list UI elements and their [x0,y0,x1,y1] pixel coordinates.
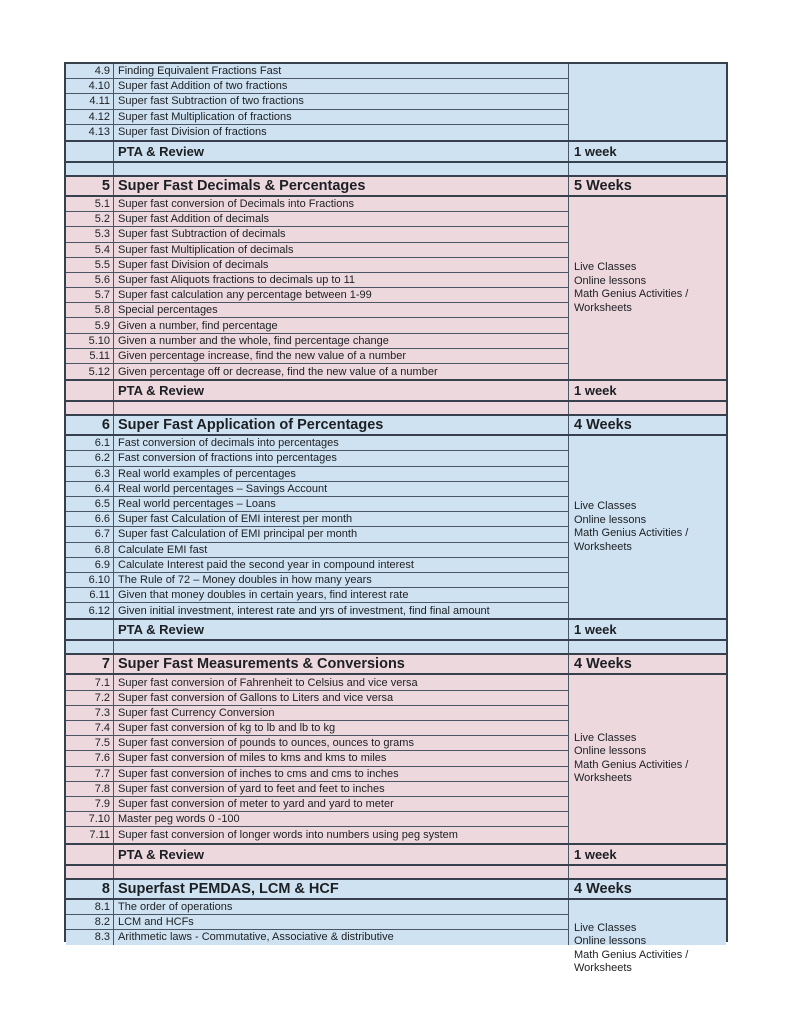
lesson-number: 5.4 [66,243,114,257]
lesson-row [66,125,568,140]
resources-text [569,922,726,976]
lesson-number: 5.10 [66,334,114,348]
lesson-title: Super fast calculation any percentage between 1-99 [118,289,372,302]
lesson-row [66,543,568,558]
lesson-number: 6.8 [66,543,114,557]
lesson-number: 5.7 [66,288,114,302]
section-header-row [66,880,726,900]
lesson-number: 6.3 [66,467,114,481]
spacer-cell [66,641,114,653]
lesson-row [66,721,568,736]
lesson-title: Super fast conversion of inches to cms and cms to inches [118,767,399,780]
lesson-title: Calculate Interest paid the second year in compound interest [118,558,414,571]
lesson-number: 4.13 [66,125,114,140]
lesson-rows-column [66,436,568,618]
lesson-number: 8.2 [66,915,114,929]
lesson-rows-column [66,64,568,140]
lesson-number: 5.12 [66,364,114,379]
lesson-title: Real world percentages – Savings Account [118,482,328,495]
lesson-title: Calculate EMI fast [118,543,208,556]
section-title: Super Fast Decimals & Percentages [118,177,366,194]
spacer-cell [568,641,726,653]
lesson-title: The order of operations [118,900,233,913]
lesson-row [66,258,568,273]
lesson-number: 6.10 [66,573,114,587]
lesson-rows-column [66,197,568,379]
lesson-row [66,675,568,690]
pta-review-row [66,618,726,641]
spacer-cell [568,163,726,175]
lesson-title: Super fast Division of decimals [118,258,269,271]
lesson-title: Super fast conversion of miles to kms and kms to miles [118,752,387,765]
lesson-title: Real world examples of percentages [118,467,296,480]
lesson-title: Given percentage off or decrease, find the new value of a number [118,365,438,378]
lesson-row [66,691,568,706]
lesson-title: Super fast Addition of decimals [118,213,270,226]
pta-duration: 1 week [568,142,726,161]
lesson-title: Arithmetic laws - Commutative, Associative & distributive [118,931,394,944]
lesson-number: 7.2 [66,691,114,705]
lesson-title: Fast conversion of fractions into percentages [118,452,337,465]
pta-number-cell [66,142,114,161]
lesson-number: 5.2 [66,212,114,226]
pta-label: PTA & Review [118,622,204,638]
lesson-title: Given a number and the whole, find percentage change [118,334,389,347]
section-title: Superfast PEMDAS, LCM & HCF [118,880,339,897]
resources-line: Online lessons [574,274,647,287]
section-header-row [66,177,726,197]
pta-review-row [66,843,726,866]
lesson-number: 7.8 [66,782,114,796]
lesson-number: 7.7 [66,767,114,781]
section-spacer-row [66,641,726,655]
section-duration: 4 Weeks [568,655,726,673]
lesson-number: 7.1 [66,675,114,689]
section-spacer-row [66,163,726,177]
lesson-row [66,497,568,512]
lesson-title: Super fast conversion of Decimals into Fractions [118,198,354,211]
lesson-number: 6.11 [66,588,114,602]
lesson-number: 8.3 [66,930,114,945]
lesson-row [66,273,568,288]
spacer-cell [114,402,568,414]
resources-line: Live Classes [574,921,637,934]
resources-cell [568,900,726,974]
pta-review-row [66,140,726,163]
lesson-row [66,900,568,915]
lesson-row [66,930,568,945]
lesson-number: 4.9 [66,64,114,78]
lesson-number: 5.3 [66,227,114,241]
section-duration: 4 Weeks [568,880,726,898]
lesson-row [66,812,568,827]
resources-text [569,261,726,315]
lesson-title: Super fast conversion of pounds to ounces, ounces to grams [118,737,414,750]
lesson-row [66,588,568,603]
lesson-title: Fast conversion of decimals into percentages [118,437,339,450]
lesson-title: Super fast Subtraction of two fractions [118,95,304,108]
resources-cell [568,675,726,842]
section-items-block [66,197,726,379]
lesson-title: Real world percentages – Loans [118,498,276,511]
lesson-row [66,482,568,497]
lesson-row [66,334,568,349]
lesson-row [66,451,568,466]
pta-number-cell [66,620,114,639]
section-duration: 5 Weeks [568,177,726,195]
section-items-block [66,900,726,974]
lesson-row [66,288,568,303]
lesson-number: 7.10 [66,812,114,826]
lesson-number: 6.5 [66,497,114,511]
section-number: 6 [66,416,114,434]
lesson-row [66,64,568,79]
lesson-number: 5.5 [66,258,114,272]
lesson-number: 7.6 [66,751,114,765]
lesson-row [66,573,568,588]
lesson-row [66,467,568,482]
pta-number-cell [66,381,114,400]
spacer-cell [114,866,568,878]
section-items-block [66,675,726,842]
lesson-number: 4.10 [66,79,114,93]
lesson-row [66,603,568,618]
section-header-row [66,655,726,675]
lesson-title: Given a number, find percentage [118,319,278,332]
pta-label: PTA & Review [118,383,204,399]
curriculum-section [66,64,726,177]
lesson-title: Super fast Addition of two fractions [118,80,288,93]
resources-line: Math Genius Activities / Worksheets [574,948,689,974]
spacer-cell [568,866,726,878]
section-header-row [66,416,726,436]
resources-line: Live Classes [574,500,637,513]
spacer-cell [66,402,114,414]
pta-label: PTA & Review [118,846,204,862]
pta-duration: 1 week [568,845,726,864]
lesson-row [66,79,568,94]
lesson-number: 7.11 [66,827,114,842]
section-items-block [66,436,726,618]
lesson-number: 6.12 [66,603,114,618]
section-items-block [66,64,726,140]
lesson-number: 6.1 [66,436,114,450]
spacer-cell [114,641,568,653]
lesson-title: Finding Equivalent Fractions Fast [118,65,282,78]
lesson-row [66,243,568,258]
spacer-cell [568,402,726,414]
lesson-title: LCM and HCFs [118,915,194,928]
pta-number-cell [66,845,114,864]
lesson-number: 7.4 [66,721,114,735]
lesson-row [66,767,568,782]
section-number: 7 [66,655,114,673]
lesson-row [66,706,568,721]
lesson-row [66,212,568,227]
lesson-title: Super fast Division of fractions [118,126,267,139]
lesson-number: 4.12 [66,110,114,124]
lesson-title: Super fast conversion of longer words into numbers using peg system [118,828,458,841]
lesson-title: Given that money doubles in certain years, find interest rate [118,589,409,602]
lesson-title: Special percentages [118,304,218,317]
lesson-title: Super fast conversion of yard to feet and feet to inches [118,782,385,795]
lesson-number: 5.9 [66,318,114,332]
lesson-number: 7.5 [66,736,114,750]
pta-label: PTA & Review [118,143,204,159]
lesson-title: Master peg words 0 -100 [118,813,240,826]
lesson-title: Super fast Calculation of EMI interest per month [118,513,353,526]
curriculum-section [66,416,726,655]
section-duration: 4 Weeks [568,416,726,434]
lesson-row [66,110,568,125]
lesson-title: Given percentage increase, find the new value of a number [118,349,407,362]
lesson-title: Super fast Aliquots fractions to decimals up to 11 [118,273,356,286]
lesson-number: 6.7 [66,527,114,541]
resources-cell [568,436,726,618]
resources-text [569,500,726,554]
lesson-row [66,527,568,542]
lesson-number: 6.4 [66,482,114,496]
curriculum-table [64,62,728,974]
lesson-row [66,349,568,364]
lesson-title: Given initial investment, interest rate and yrs of investment, find final amount [118,604,490,617]
lesson-number: 5.11 [66,349,114,363]
lesson-title: The Rule of 72 – Money doubles in how many years [118,573,372,586]
lesson-number: 6.9 [66,558,114,572]
lesson-row [66,736,568,751]
lesson-title: Super fast conversion of Gallons to Liters and vice versa [118,691,394,704]
curriculum-section [66,880,726,974]
section-title: Super Fast Measurements & Conversions [118,656,405,673]
section-spacer-row [66,402,726,416]
resources-cell [568,197,726,379]
lesson-rows-column [66,900,568,946]
lesson-rows-column [66,675,568,842]
resources-line: Online lessons [574,513,647,526]
lesson-number: 8.1 [66,900,114,914]
resources-line: Online lessons [574,745,647,758]
resources-line: Live Classes [574,261,637,274]
lesson-row [66,915,568,930]
resources-line: Math Genius Activities / Worksheets [574,758,689,785]
pta-duration: 1 week [568,381,726,400]
section-number: 5 [66,177,114,195]
spacer-cell [66,163,114,175]
lesson-row [66,197,568,212]
lesson-row [66,827,568,842]
lesson-number: 7.9 [66,797,114,811]
lesson-title: Super fast Calculation of EMI principal per month [118,528,358,541]
resources-text [569,732,726,786]
lesson-title: Super fast conversion of Fahrenheit to Celsius and vice versa [118,676,418,689]
lesson-row [66,94,568,109]
resources-line: Math Genius Activities / Worksheets [574,288,689,314]
lesson-row [66,436,568,451]
lesson-title: Super fast Multiplication of decimals [118,243,294,256]
lesson-row [66,782,568,797]
pta-review-row [66,379,726,402]
lesson-number: 6.2 [66,451,114,465]
section-number: 8 [66,880,114,898]
lesson-title: Super fast conversion of meter to yard and yard to meter [118,798,394,811]
pta-duration: 1 week [568,620,726,639]
curriculum-section [66,177,726,416]
lesson-title: Super fast Currency Conversion [118,706,275,719]
resources-line: Live Classes [574,731,637,744]
lesson-row [66,512,568,527]
lesson-row [66,558,568,573]
lesson-row [66,751,568,766]
spacer-cell [114,163,568,175]
lesson-row [66,303,568,318]
lesson-number: 5.8 [66,303,114,317]
resources-cell [568,64,726,140]
resources-line: Online lessons [574,935,647,947]
lesson-title: Super fast Subtraction of decimals [118,228,286,241]
lesson-row [66,797,568,812]
lesson-number: 5.1 [66,197,114,211]
resources-line: Math Genius Activities / Worksheets [574,527,689,553]
section-spacer-row [66,866,726,880]
lesson-row [66,364,568,379]
lesson-number: 6.6 [66,512,114,526]
lesson-number: 5.6 [66,273,114,287]
curriculum-section [66,655,726,879]
lesson-row [66,227,568,242]
section-title: Super Fast Application of Percentages [118,417,384,434]
spacer-cell [66,866,114,878]
lesson-title: Super fast conversion of kg to lb and lb to kg [118,722,336,735]
lesson-number: 7.3 [66,706,114,720]
lesson-title: Super fast Multiplication of fractions [118,110,292,123]
lesson-row [66,318,568,333]
lesson-number: 4.11 [66,94,114,108]
